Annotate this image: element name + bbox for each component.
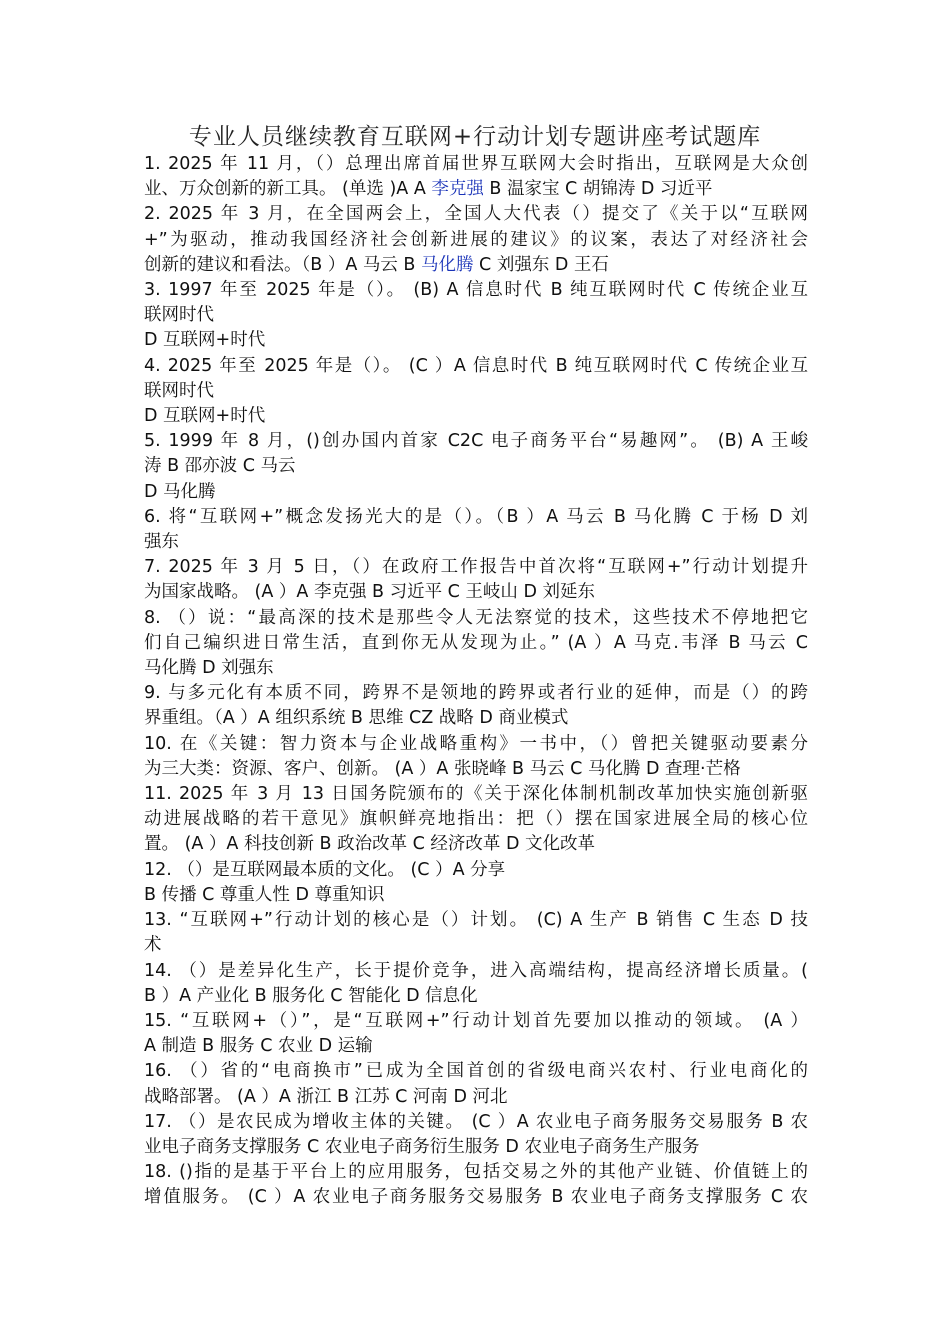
text-segment: 2. 2025 年 3 月，在全国两会上，全国人大代表（）提交了《关于以“互联网 xyxy=(144,204,808,225)
text-segment: 16. （）省的“电商换市”已成为全国首创的省级电商兴农村、行业电商化的 xyxy=(144,1061,808,1082)
hyperlink[interactable]: 李克强 xyxy=(431,179,484,200)
text-line xyxy=(144,429,808,454)
text-segment: D 互联网+时代 xyxy=(144,330,266,351)
text-line xyxy=(144,253,808,278)
text-line xyxy=(144,656,808,681)
text-line xyxy=(144,530,808,555)
text-segment: 联网时代 xyxy=(144,305,214,326)
text-line xyxy=(144,177,808,202)
text-segment: 6. 将“互联网+”概念发扬光大的是（）。（B ）A 马云 B 马化腾 C 于杨 D 刘 xyxy=(144,506,808,527)
text-segment: 10. 在《关键：智力资本与企业战略重构》一书中，（）曾把关键驱动要素分 xyxy=(144,733,808,754)
text-line xyxy=(144,1135,808,1160)
text-segment: C 刘强东 D 王石 xyxy=(473,254,609,275)
text-segment: 8. （）说：“最高深的技术是那些令人无法察觉的技术，这些技术不停地把它 xyxy=(144,607,808,628)
text-line xyxy=(144,883,808,908)
text-line xyxy=(144,580,808,605)
text-segment: 业电子商务支撑服务 C 农业电子商务衍生服务 D 农业电子商务生产服务 xyxy=(144,1136,700,1157)
text-line xyxy=(144,454,808,479)
text-segment: 术 xyxy=(144,935,162,956)
text-segment: B ）A 产业化 B 服务化 C 智能化 D 信息化 xyxy=(144,985,478,1006)
text-line xyxy=(144,606,808,631)
text-line xyxy=(144,807,808,832)
text-segment: 增值服务。 (C ）A 农业电子商务服务交易服务 B 农业电子商务支撑服务 C 农 xyxy=(144,1187,808,1208)
text-line xyxy=(144,631,808,656)
text-segment: 12. （）是互联网最本质的文化。 (C ）A 分享 xyxy=(144,859,506,880)
text-segment: 们自己编织进日常生活，直到你无从发现为止。” (A ）A 马克.韦泽 B 马云 C xyxy=(144,632,808,653)
text-line xyxy=(144,228,808,253)
document-title: 专业人员继续教育互联网+行动计划专题讲座考试题库 xyxy=(188,124,762,150)
text-line xyxy=(144,1110,808,1135)
text-segment: 13. “互联网+”行动计划的核心是（）计划。 (C) A 生产 B 销售 C 生态 D 技 xyxy=(144,910,808,931)
text-line xyxy=(144,152,808,177)
text-line xyxy=(144,555,808,580)
text-segment: 联网时代 xyxy=(144,380,214,401)
text-line xyxy=(144,328,808,353)
text-segment: 7. 2025 年 3 月 5 日，（）在政府工作报告中首次将“互联网+”行动计划提升 xyxy=(144,557,808,578)
hyperlink[interactable]: 马化腾 xyxy=(420,254,474,275)
text-segment: 为三大类：资源、客户、创新。 (A ）A 张晓峰 B 马云 C 马化腾 D 查理·芒格 xyxy=(144,758,741,779)
text-line xyxy=(144,681,808,706)
text-segment: 界重组。（A ）A 组织系统 B 思维 CZ 战略 D 商业模式 xyxy=(144,708,569,729)
text-segment: 动进展战略的若干意见》旗帜鲜亮地指出：把（）摆在国家进展全局的核心位 xyxy=(144,809,808,830)
text-line xyxy=(144,933,808,958)
text-segment: 战略部署。 (A ）A 浙江 B 江苏 C 河南 D 河北 xyxy=(144,1086,508,1107)
text-line xyxy=(144,959,808,984)
text-line xyxy=(144,757,808,782)
text-segment: 马化腾 D 刘强东 xyxy=(144,658,274,679)
text-segment: B 温家宝 C 胡锦涛 D 习近平 xyxy=(483,179,713,200)
text-line xyxy=(144,1085,808,1110)
text-segment: 5. 1999 年 8 月，()创办国内首家 C2C 电子商务平台“易趣网”。 (B) A 王峻 xyxy=(144,431,808,452)
text-segment: 14. （）是差异化生产，长于提价竞争，进入高端结构，提高经济增长质量。( xyxy=(144,960,808,981)
text-segment: B 传播 C 尊重人性 D 尊重知识 xyxy=(144,884,385,905)
text-segment: 17. （）是农民成为增收主体的关键。 (C ）A 农业电子商务服务交易服务 B 农 xyxy=(144,1111,808,1132)
text-line xyxy=(144,404,808,429)
text-segment: 为国家战略。 (A ）A 李克强 B 习近平 C 王岐山 D 刘延东 xyxy=(144,582,596,603)
text-line xyxy=(144,706,808,731)
text-line xyxy=(144,1034,808,1059)
text-segment: 3. 1997 年至 2025 年是（）。 (B) A 信息时代 B 纯互联网时代 C 传统企业互 xyxy=(144,280,808,301)
text-line xyxy=(144,908,808,933)
text-segment: 强东 xyxy=(144,532,179,553)
text-line xyxy=(144,278,808,303)
text-line xyxy=(144,858,808,883)
text-line xyxy=(144,354,808,379)
text-line xyxy=(144,832,808,857)
text-segment: 涛 B 邵亦波 C 马云 xyxy=(144,456,296,477)
text-line xyxy=(144,303,808,328)
text-segment: A 制造 B 服务 C 农业 D 运输 xyxy=(144,1036,373,1057)
text-segment: 业、万众创新的新工具。 (单选 )A A xyxy=(144,179,432,200)
text-segment: 18. ()指的是基于平台上的应用服务，包括交易之外的其他产业链、价值链上的 xyxy=(144,1162,808,1183)
text-segment: 9. 与多元化有本质不同，跨界不是领地的跨界或者行业的延伸，而是（）的跨 xyxy=(144,683,808,704)
text-line xyxy=(144,202,808,227)
text-line xyxy=(144,1185,808,1210)
text-line xyxy=(144,732,808,757)
text-line xyxy=(144,984,808,1009)
text-line xyxy=(144,1009,808,1034)
text-line xyxy=(144,1059,808,1084)
text-segment: 创新的建议和看法。（B ）A 马云 B xyxy=(144,254,421,275)
text-segment: D 互联网+时代 xyxy=(144,406,266,427)
question-list xyxy=(144,152,808,1211)
text-segment: D 马化腾 xyxy=(144,481,216,502)
text-segment: 15. “互联网+（）”，是“互联网+”行动计划首先要加以推动的领域。 (A ） xyxy=(144,1010,808,1031)
text-line xyxy=(144,379,808,404)
text-segment: +”为驱动，推动我国经济社会创新进展的建议》的议案，表达了对经济社会 xyxy=(144,229,808,250)
text-line xyxy=(144,1160,808,1185)
text-segment: 置。 (A ）A 科技创新 B 政治改革 C 经济改革 D 文化改革 xyxy=(144,834,596,855)
text-segment: 1. 2025 年 11 月，（）总理出席首届世界互联网大会时指出，互联网是大众创 xyxy=(144,154,808,174)
text-segment: 4. 2025 年至 2025 年是（）。 (C ）A 信息时代 B 纯互联网时代 C 传统企业互 xyxy=(144,355,808,376)
text-segment: 11. 2025 年 3 月 13 日国务院颁布的《关于深化体制机制改革加快实施创新驱 xyxy=(144,784,808,805)
text-line xyxy=(144,505,808,530)
text-line xyxy=(144,782,808,807)
text-line xyxy=(144,480,808,505)
